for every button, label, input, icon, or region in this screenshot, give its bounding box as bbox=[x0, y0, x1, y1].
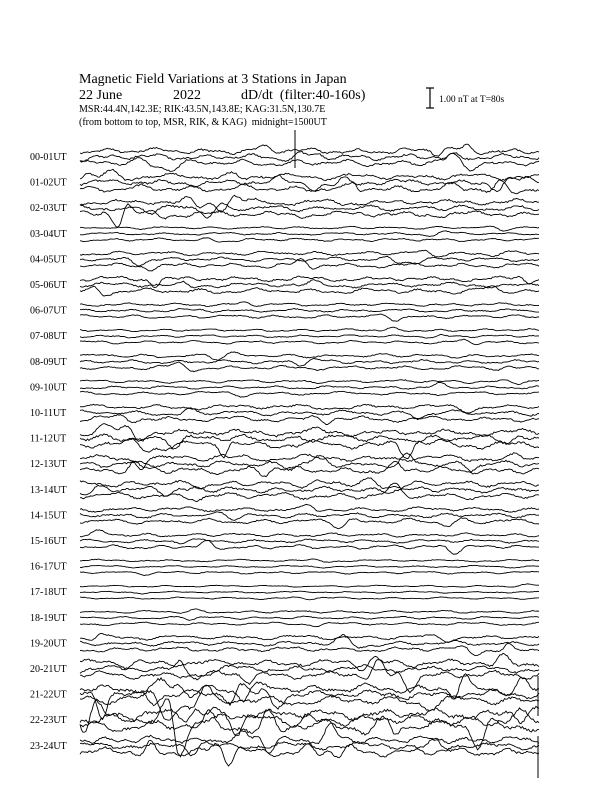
trace-kag bbox=[80, 559, 539, 562]
trace-rik bbox=[80, 591, 539, 594]
trace-kag bbox=[80, 634, 539, 643]
trace-kag bbox=[80, 226, 539, 231]
hour-label: 08-09UT bbox=[30, 356, 67, 368]
trace-msr bbox=[80, 622, 539, 627]
trace-msr bbox=[80, 571, 539, 575]
hour-label: 09-10UT bbox=[30, 382, 67, 394]
hour-label: 14-15UT bbox=[30, 510, 67, 522]
hour-label: 03-04UT bbox=[30, 228, 67, 240]
trace-rik bbox=[80, 635, 539, 649]
trace-kag bbox=[80, 504, 539, 512]
order-text: (from bottom to top, MSR, RIK, & KAG) bbox=[79, 117, 247, 128]
trace-msr bbox=[80, 518, 539, 529]
trace-kag bbox=[80, 302, 539, 307]
trace-msr bbox=[80, 179, 539, 194]
date-year: 2022 bbox=[173, 88, 201, 103]
hour-label: 15-16UT bbox=[30, 536, 67, 547]
trace-rik bbox=[80, 453, 539, 472]
hour-label: 07-08UT bbox=[30, 331, 67, 343]
trace-rik bbox=[80, 539, 539, 544]
station-coordinates: MSR:44.4N,142.3E; RIK:43.5N,143.8E; KAG:31.5N,130.7E bbox=[79, 104, 326, 115]
midnight-text: midnight=1500UT bbox=[251, 117, 327, 128]
hour-label: 17-18UT bbox=[30, 587, 67, 599]
trace-kag bbox=[80, 653, 539, 671]
trace-kag bbox=[80, 404, 539, 413]
trace-kag bbox=[80, 327, 539, 332]
trace-kag bbox=[80, 700, 539, 732]
trace-msr bbox=[80, 540, 539, 554]
trace-rik bbox=[80, 151, 539, 162]
date-day: 22 June bbox=[79, 88, 123, 103]
trace-rik bbox=[80, 280, 539, 289]
hour-label: 22-23UT bbox=[30, 715, 67, 727]
trace-rik bbox=[80, 231, 539, 237]
trace-rik bbox=[80, 335, 539, 339]
trace-kag bbox=[80, 144, 539, 156]
trace-rik bbox=[80, 565, 539, 568]
traces bbox=[80, 130, 539, 778]
trace-kag bbox=[80, 530, 539, 537]
trace-msr bbox=[80, 362, 539, 372]
trace-msr bbox=[80, 461, 539, 477]
trace-kag bbox=[80, 674, 539, 702]
hour-label: 21-22UT bbox=[30, 689, 67, 701]
scale-bar bbox=[426, 88, 434, 108]
chart-title: Magnetic Field Variations at 3 Stations in Japan bbox=[79, 72, 347, 87]
hour-label: 05-06UT bbox=[30, 280, 67, 291]
hour-labels bbox=[30, 152, 67, 752]
hour-label: 04-05UT bbox=[30, 254, 67, 266]
hour-label: 19-20UT bbox=[30, 638, 67, 650]
scale-bar-label: 1.00 nT at T=80s bbox=[439, 95, 505, 105]
hour-label: 18-19UT bbox=[30, 612, 67, 624]
trace-msr bbox=[80, 238, 539, 242]
hour-label: 16-17UT bbox=[30, 561, 67, 573]
trace-kag bbox=[80, 478, 539, 489]
trace-msr bbox=[80, 314, 539, 321]
hour-label: 23-24UT bbox=[30, 740, 67, 752]
trace-msr bbox=[80, 286, 539, 296]
hour-label: 20-21UT bbox=[30, 664, 67, 675]
trace-kag bbox=[80, 380, 539, 385]
trace-kag bbox=[80, 195, 539, 211]
trace-msr bbox=[80, 339, 539, 345]
trace-rik bbox=[80, 256, 539, 265]
hour-label: 02-03UT bbox=[30, 203, 67, 215]
trace-msr bbox=[80, 391, 539, 397]
trace-rik bbox=[80, 512, 539, 521]
trace-rik bbox=[80, 616, 539, 620]
filter-label: (filter:40-160s) bbox=[279, 88, 366, 103]
trace-msr bbox=[80, 483, 539, 501]
trace-rik bbox=[80, 485, 539, 496]
hour-label: 00-01UT bbox=[30, 152, 67, 163]
trace-rik bbox=[80, 309, 539, 313]
hour-label: 01-02UT bbox=[30, 177, 67, 189]
hour-label: 11-12UT bbox=[30, 433, 67, 445]
hour-label: 13-14UT bbox=[30, 484, 67, 496]
trace-kag bbox=[80, 609, 539, 614]
trace-rik bbox=[80, 699, 539, 757]
trace-kag bbox=[80, 584, 539, 587]
trace-kag bbox=[80, 723, 539, 753]
trace-msr bbox=[80, 597, 539, 600]
hour-label: 12-13UT bbox=[30, 459, 67, 471]
trace-rik bbox=[80, 683, 539, 719]
trace-kag bbox=[80, 250, 539, 257]
trace-rik bbox=[80, 408, 539, 420]
hour-label: 06-07UT bbox=[30, 305, 67, 317]
trace-msr bbox=[80, 415, 539, 425]
hour-label: 10-11UT bbox=[30, 408, 67, 419]
trace-kag bbox=[80, 352, 539, 361]
quantity-label: dD/dt bbox=[241, 88, 273, 103]
trace-rik bbox=[80, 358, 539, 366]
